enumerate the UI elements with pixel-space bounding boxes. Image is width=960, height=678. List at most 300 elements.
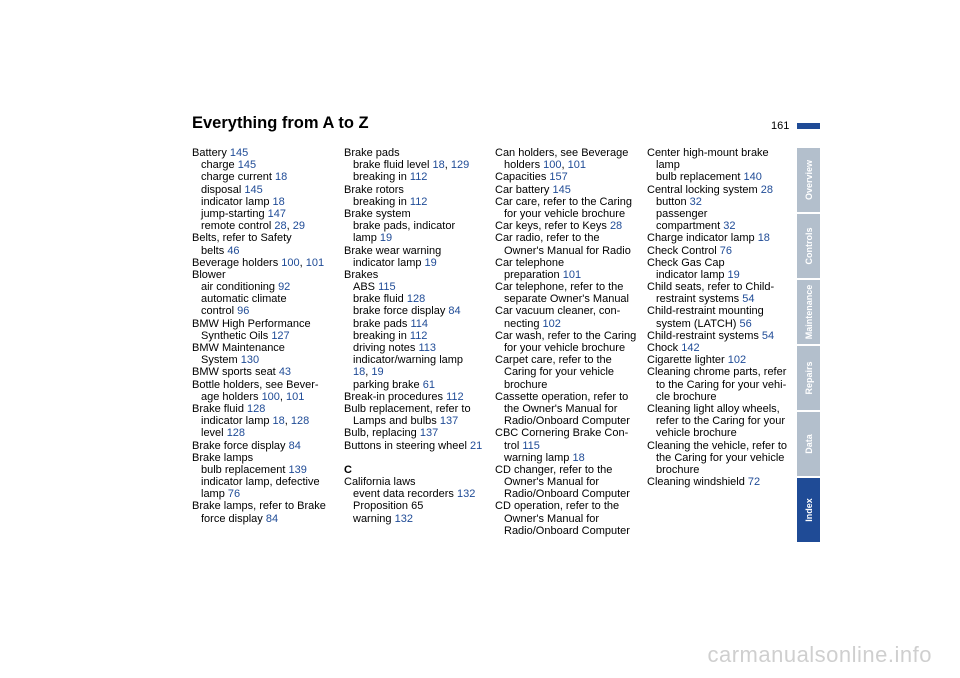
index-entry [344,415,489,427]
index-entry [344,171,489,183]
index-entry [647,293,792,305]
page-reference-link[interactable]: 145 [237,159,257,172]
page-reference-link[interactable]: 54 [761,329,775,342]
page-reference-link[interactable]: 145 [244,183,263,196]
index-entry [495,452,640,464]
index-entry [647,379,792,391]
index-entry-text: level [201,427,224,440]
index-entry [647,354,792,366]
index-entry [495,415,640,427]
index-spacer [344,452,489,464]
page-reference-link[interactable]: 147 [267,207,286,220]
index-entry-text: Car telephone, refer to the [495,281,624,294]
tab-maintenance[interactable] [797,280,820,344]
index-entry-text: indicator lamp [353,256,422,269]
page-reference-link[interactable]: 114 [410,317,429,330]
index-entry-text: Brake system [344,207,411,220]
index-entry-text: warning [353,512,392,525]
index-entry [495,257,640,269]
index-entry [344,440,489,452]
index-entry-text: bulb replacement [656,171,741,184]
tab-label: Controls [803,227,814,265]
index-entry [344,379,489,391]
tab-index[interactable] [797,478,820,542]
index-entry [344,281,489,293]
index-entry [344,330,489,342]
index-entry-text: belts [201,244,225,257]
page-reference-link[interactable]: 128 [247,402,266,415]
index-entry-text: Owner's Manual for Radio [504,244,631,257]
index-entry [192,342,332,354]
tab-overview[interactable] [797,148,820,212]
index-entry-text: Brakes [344,268,379,281]
index-entry [647,318,792,330]
index-entry: Beverage holders 100, 101 [192,256,325,269]
index-entry-text: passenger [656,207,708,220]
page-reference-link[interactable]: 92 [278,281,291,294]
page-reference-link[interactable]: 76 [227,488,241,501]
page-title: Everything from A to Z [192,114,369,132]
index-entry-text: Central locking system [647,183,758,196]
index-entry [495,366,640,378]
page-reference-link[interactable]: 43 [278,366,292,379]
watermark: carmanualsonline.info [707,642,932,667]
index-entry [344,427,489,439]
index-entry: brake fluid level 18, 129 [353,159,470,172]
index-entry [344,257,489,269]
index-entry [495,379,640,391]
index-entry-text: ABS [353,281,376,294]
index-entry [647,232,792,244]
page-reference-link[interactable]: 137 [439,415,459,428]
index-entry [647,245,792,257]
page-number-bar [797,123,820,129]
page-reference-link[interactable]: 19 [727,268,740,281]
page-reference-link[interactable]: 115 [378,281,396,294]
index-entry [192,232,332,244]
page-reference-link[interactable]: 112 [409,171,428,184]
page-reference-link[interactable]: 113 [418,342,436,354]
index-entry-text: California laws [344,476,416,489]
index-entry [344,403,489,415]
index-entry [495,391,640,403]
page-reference-link[interactable]: 96 [237,305,250,318]
index-entry-text: Belts, refer to Safety [192,232,292,245]
page-reference-link[interactable]: 18 [272,195,285,208]
index-entry-text: remote control [201,220,272,233]
index-entry-text: Blower [192,268,226,281]
page-reference-link[interactable]: 112 [409,329,428,342]
index-entry: remote control 28, 29 [201,220,305,233]
index-entry-text: Cassette operation, refer to [495,390,629,403]
index-entry [647,427,792,439]
index-entry-text: Proposition 65 [353,500,424,513]
index-entry-text: Brake wear warning [344,244,442,257]
index-entry-text: separate Owner's Manual [504,293,629,306]
page-reference-link[interactable]: 142 [681,342,700,354]
index-entry-text: button [656,195,687,208]
page-reference-link[interactable]: 145 [552,183,571,196]
page-reference-link[interactable]: 18 [572,451,585,464]
page-reference-link[interactable]: 18 [353,366,366,379]
index-entry [495,500,640,512]
index-entry [192,427,332,439]
page-reference-link[interactable]: 84 [448,305,461,318]
index-entry-text: System [201,354,238,367]
page-reference-link[interactable]: 128 [226,427,246,440]
index-entry-text: event data recorders [353,488,454,501]
index-entry [647,220,792,232]
page-reference-link[interactable]: 28 [760,183,773,196]
index-entry-text: brake fluid [353,293,404,306]
index-entry-text: Chock [647,342,679,354]
index-entry [344,245,489,257]
index-entry [647,366,792,378]
index-entry-text: CBC Cornering Brake Con- [495,427,629,440]
page-reference-link[interactable]: 139 [288,463,307,476]
index-entry [344,305,489,317]
page-reference-link[interactable]: 54 [742,293,755,306]
page-reference-link[interactable]: 56 [739,317,752,330]
index-entry: indicator lamp 18, 128 [201,415,310,428]
index-entry [495,330,640,342]
tab-data[interactable] [797,412,820,476]
index-entry-text: Child seats, refer to Child- [647,281,775,294]
index-entry-text: for your vehicle brochure [504,207,626,220]
index-entry-text: trol [504,439,520,452]
index-entry-text: bulb replacement [201,463,286,476]
page-reference-link[interactable]: 132 [394,512,413,525]
index-entry-text: Charge indicator lamp [647,232,755,245]
index-entry-text: Can holders, see Beverage [495,147,629,159]
index-entry [344,354,489,366]
index-entry-text: Car battery [495,183,550,196]
index-entry [192,159,332,171]
tab-label: Repairs [803,361,814,395]
index-entry-text: brochure [656,463,700,476]
page-reference-link[interactable]: 101 [286,390,305,403]
index-entry [495,269,640,281]
index-entry [344,232,489,244]
index-entry-text: Car telephone [495,256,565,269]
index-entry-text: breaking in [353,171,407,184]
tab-controls[interactable] [797,214,820,278]
index-entry [647,184,792,196]
index-entry-text: Owner's Manual for [504,476,600,489]
page-reference-link[interactable]: 100 [261,390,280,403]
index-entry [647,171,792,183]
index-entry-text: brake pads [353,317,408,330]
page-reference-link[interactable]: 128 [406,293,426,306]
index-entry-text: warning lamp [504,451,570,464]
index-entry-text: vehicle brochure [656,427,737,440]
index-entry [647,269,792,281]
index-entry [192,403,332,415]
index-column-2 [344,147,489,525]
page-reference-link[interactable]: 127 [271,329,290,342]
index-entry [647,403,792,415]
page-reference-link[interactable]: 115 [522,439,540,452]
index-entry [495,403,640,415]
index-entry-text: the Owner's Manual for [504,402,618,415]
index-entry-text: Center high-mount brake [647,147,769,159]
index-entry [647,196,792,208]
index-entry-text: Buttons in steering wheel [344,439,467,452]
index-entry [192,281,332,293]
index-letter-heading [344,464,489,476]
index-entry [192,330,332,342]
index-entry [192,147,332,159]
index-entry-text: holders [504,159,541,172]
page-reference-link[interactable]: 84 [288,439,301,452]
index-entry [495,440,640,452]
index-entry [495,464,640,476]
index-entry-text: system (LATCH) [656,317,737,330]
index-entry-text: charge current [201,171,272,184]
index-entry-text: breaking in [353,329,407,342]
index-entry-text: jump-starting [201,207,265,220]
page-reference-link[interactable]: 101 [562,268,582,281]
index-entry [192,305,332,317]
index-entry [192,293,332,305]
index-entry-text: preparation [504,268,560,281]
index-entry [192,476,332,488]
index-column-3 [495,147,640,537]
tab-label: Maintenance [803,284,814,340]
index-entry [495,488,640,500]
index-entry-text: CD changer, refer to the [495,463,613,476]
index-entry [495,171,640,183]
page-reference-link[interactable]: 132 [456,488,476,501]
index-entry [192,171,332,183]
index-entry [344,513,489,525]
index-entry-text: Brake lamps [192,451,254,464]
index-entry-text: Beverage holders [192,256,279,269]
index-entry-text: Brake rotors [344,183,404,196]
page-reference-link[interactable]: 84 [265,512,279,525]
section-tabs [797,148,820,544]
page-reference-link[interactable]: 61 [422,378,435,391]
page-number: 161 [771,120,790,132]
index-entry-text: parking brake [353,378,420,391]
index-entry-text: Bottle holders, see Bever- [192,378,319,391]
index-entry-text: Carpet care, refer to the [495,354,612,367]
index-entry [647,464,792,476]
index-entry [344,147,489,159]
page-reference-link[interactable]: 29 [292,220,305,233]
index-entry [647,305,792,317]
index-entry [344,293,489,305]
page-reference-link[interactable]: 76 [719,244,733,257]
index-entry-text: lamp [656,159,680,172]
index-entry [495,245,640,257]
index-entry-text: indicator lamp, defective [201,476,320,489]
index-entry-text: Brake force display [192,439,286,452]
index-entry [344,488,489,500]
index-entry [495,427,640,439]
index-entry-text: brochure [504,378,548,391]
index-entry-text: brake pads, indicator [353,220,456,233]
index-entry-text: refer to the Caring for your [656,415,786,428]
page-reference-link[interactable]: 112 [409,195,428,208]
index-entry-text: Child-restraint systems [647,329,759,342]
index-entry-text: Radio/Onboard Computer [504,524,630,537]
index-entry [647,476,792,488]
page-reference-link[interactable]: 157 [549,171,568,184]
index-entry-text: indicator lamp [201,415,270,428]
index-entry [344,476,489,488]
page-reference-link[interactable]: 18 [275,171,288,184]
index-entry-text: BMW sports seat [192,366,276,379]
index-entry [192,452,332,464]
tab-label: Data [803,434,814,454]
index-entry-text: Car keys, refer to Keys [495,220,607,233]
page-reference-link[interactable]: 102 [727,354,747,367]
index-entry-text: indicator lamp [656,268,725,281]
page-reference-link[interactable]: 101 [567,159,586,172]
index-entry [495,318,640,330]
index-entry [344,269,489,281]
index-entry-text: for your vehicle brochure [504,342,626,354]
index-entry [344,196,489,208]
index-entry [495,293,640,305]
index-entry-text: the Caring for your vehicle [656,451,785,464]
index-entry [647,147,792,159]
index-entry-text: Break-in procedures [344,390,444,403]
index-entry-text: Cigarette lighter [647,354,725,367]
index-entry-text: control [201,305,235,318]
index-entry-text: Brake fluid [192,402,244,415]
index-entry: 18, 19 [353,366,384,379]
index-entry-text: Radio/Onboard Computer [504,488,630,501]
page-reference-link[interactable]: 18 [272,415,285,428]
index-entry-text: compartment [656,220,721,233]
index-entry [647,281,792,293]
index-entry-text: Car vacuum cleaner, con- [495,305,621,318]
index-entry [495,476,640,488]
index-entry [647,452,792,464]
index-entry [647,391,792,403]
page-reference-link[interactable]: 19 [424,256,437,269]
page-reference-link[interactable]: 72 [747,476,761,489]
index-entry [495,147,640,159]
index-entry-text: Capacities [495,171,547,184]
index-entry [344,500,489,512]
index-entry-text: Check Control [647,244,717,257]
index-entry [495,220,640,232]
index-entry [495,208,640,220]
index-entry-text: Car care, refer to the Caring [495,195,632,208]
index-entry [192,354,332,366]
index-entry [647,342,792,354]
index-entry [192,366,332,378]
index-entry-text: Cleaning windshield [647,476,745,489]
page-reference-link[interactable]: 112 [446,390,464,403]
index-entry [495,354,640,366]
index-entry-text: driving notes [353,342,416,354]
index-entry-text: breaking in [353,195,407,208]
index-entry [192,196,332,208]
index-entry-text: CD operation, refer to the [495,500,620,513]
index-entry [192,500,332,512]
index-entry-text: automatic climate [201,293,287,306]
index-entry [495,232,640,244]
index-entry [192,440,332,452]
page-reference-link[interactable]: 28 [274,220,287,233]
index-entry-text: C [344,463,352,476]
index-entry [344,342,489,354]
index-entry [495,513,640,525]
index-entry-text: Bulb replacement, refer to [344,402,471,415]
index-entry-text: lamp [201,488,225,501]
page-reference-link[interactable]: 101 [305,256,325,269]
index-entry [495,184,640,196]
page-reference-link[interactable]: 100 [281,256,300,269]
page-reference-link[interactable]: 129 [450,159,470,172]
index-entry-text: Cleaning chrome parts, refer [647,366,787,379]
index-entry-text: Owner's Manual for [504,512,600,525]
page-reference-link[interactable]: 21 [469,439,483,452]
page-reference-link[interactable]: 102 [542,317,561,330]
tab-repairs[interactable] [797,346,820,410]
page-reference-link[interactable]: 32 [689,195,702,208]
page-reference-link[interactable]: 32 [723,220,736,233]
index-entry [495,342,640,354]
index-entry [344,220,489,232]
page-reference-link[interactable]: 100 [543,159,562,172]
index-entry [495,525,640,537]
index-column-4 [647,147,792,488]
index-entry-text: to the Caring for your vehi- [656,378,787,391]
tab-label: Index [803,498,814,522]
index-entry [192,208,332,220]
page-reference-link[interactable]: 19 [379,232,393,245]
page-reference-link[interactable]: 128 [290,415,310,428]
page-reference-link[interactable]: 18 [757,232,770,245]
page-reference-link[interactable]: 145 [229,147,249,159]
index-entry-text: Check Gas Cap [647,256,725,269]
index-entry-text: Caring for your vehicle [504,366,615,379]
index-entry-text: age holders [201,390,259,403]
index-entry-text: Radio/Onboard Computer [504,415,630,428]
index-entry [647,208,792,220]
page-reference-link[interactable]: 130 [240,354,260,367]
page-reference-link[interactable]: 19 [371,366,384,379]
index-entry-text: Brake pads [344,147,400,159]
page-reference-link[interactable]: 140 [743,171,762,184]
page-reference-link[interactable]: 137 [419,427,439,440]
index-entry [647,257,792,269]
tab-label: Overview [803,159,814,201]
index-entry [495,196,640,208]
index-entry [495,305,640,317]
page-reference-link[interactable]: 46 [227,244,240,257]
index-entry-text: Synthetic Oils [201,329,269,342]
index-entry-text: Car radio, refer to the [495,232,600,245]
index-entry-text: Battery [192,147,227,159]
index-entry-text: BMW Maintenance [192,342,285,354]
page-reference-link[interactable]: 28 [609,220,623,233]
page-reference-link[interactable]: 18 [432,159,445,172]
index-entry-text: Brake lamps, refer to Brake [192,500,326,513]
index-entry-text: Cleaning light alloy wheels, [647,402,780,415]
index-entry [192,318,332,330]
index-entry [495,281,640,293]
index-entry [344,318,489,330]
index-entry [192,245,332,257]
index-entry-text: Cleaning the vehicle, refer to [647,439,788,452]
index-entry-text: force display [201,512,263,525]
